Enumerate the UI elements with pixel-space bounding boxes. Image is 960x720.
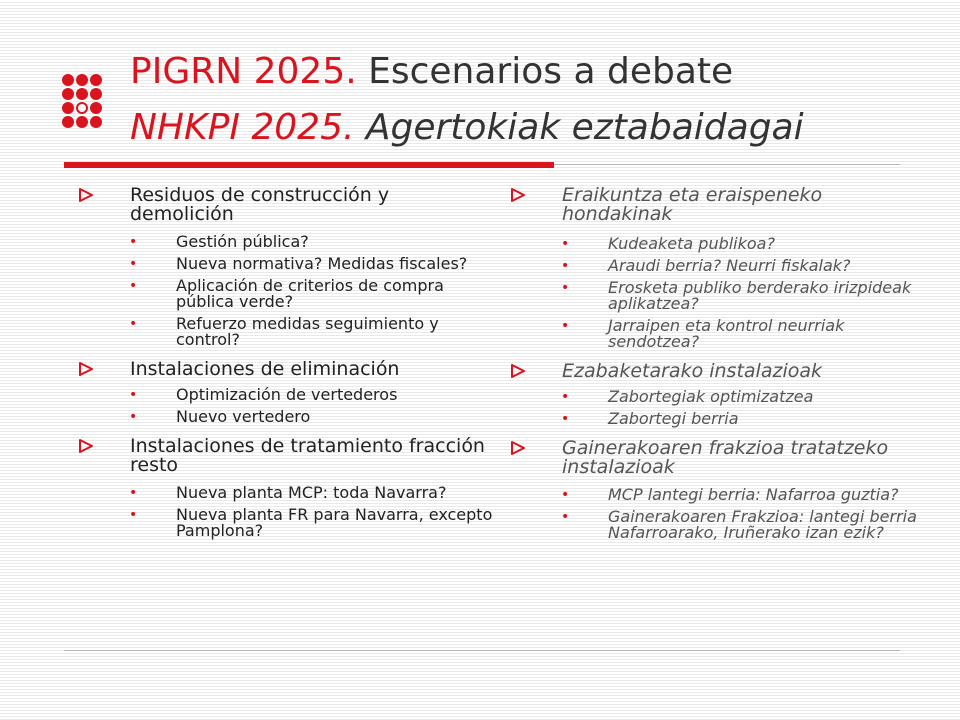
section-heading-text: Instalaciones de tratamiento fracción resto bbox=[130, 435, 485, 476]
bullet-list bbox=[78, 234, 498, 348]
dot-bullet: • bbox=[561, 411, 570, 427]
list-item-text: Optimización de vertederos bbox=[176, 385, 398, 404]
dot-bullet: • bbox=[129, 234, 138, 250]
list-item bbox=[78, 387, 498, 403]
section-heading bbox=[78, 437, 498, 475]
dot-bullet: • bbox=[561, 509, 570, 525]
dot-grid-logo-icon bbox=[56, 72, 108, 132]
bullet-list bbox=[78, 485, 498, 539]
arrow-bullet-icon bbox=[510, 440, 526, 456]
bottom-divider bbox=[64, 650, 900, 651]
list-item bbox=[510, 509, 920, 541]
bullet-list bbox=[78, 387, 498, 425]
list-item-text: MCP lantegi berria: Nafarroa guztia? bbox=[608, 485, 899, 504]
dot-bullet: • bbox=[561, 487, 570, 503]
bullet-list bbox=[510, 389, 920, 427]
list-item-text: Nueva planta MCP: toda Navarra? bbox=[176, 483, 447, 502]
dot-bullet: • bbox=[129, 409, 138, 425]
arrow-bullet-icon bbox=[510, 363, 526, 379]
title-basque-text: Agertokiak eztabaidagai bbox=[354, 107, 804, 148]
arrow-bullet-icon bbox=[78, 187, 94, 203]
list-item-text: Gestión pública? bbox=[176, 232, 309, 251]
list-item-text: Zabortegi berria bbox=[608, 409, 739, 428]
list-item-text: Nuevo vertedero bbox=[176, 407, 311, 426]
list-item bbox=[510, 318, 920, 350]
list-item-text: Aplicación de criterios de compra pública verde? bbox=[176, 276, 444, 311]
list-item-text: Nueva normativa? Medidas fiscales? bbox=[176, 254, 468, 273]
arrow-bullet-icon bbox=[510, 187, 526, 203]
list-item bbox=[78, 316, 498, 348]
list-item bbox=[510, 236, 920, 252]
list-item-text: Nueva planta FR para Navarra, excepto Pamplona? bbox=[176, 505, 493, 540]
list-item-text: Kudeaketa publikoa? bbox=[608, 234, 775, 253]
list-item bbox=[510, 258, 920, 274]
list-item bbox=[78, 485, 498, 501]
title-spanish bbox=[130, 50, 733, 94]
dot-bullet: • bbox=[129, 316, 138, 332]
bullet-list bbox=[510, 487, 920, 541]
dot-bullet: • bbox=[129, 278, 138, 294]
title-underline-grey bbox=[554, 164, 900, 165]
title-spanish-text: Escenarios a debate bbox=[356, 51, 734, 92]
dot-bullet: • bbox=[129, 507, 138, 523]
dot-bullet: • bbox=[561, 389, 570, 405]
section-heading bbox=[510, 186, 920, 224]
title-basque bbox=[130, 106, 804, 150]
arrow-bullet-icon bbox=[78, 361, 94, 377]
dot-bullet: • bbox=[561, 258, 570, 274]
arrow-bullet-icon bbox=[78, 438, 94, 454]
dot-bullet: • bbox=[561, 280, 570, 296]
dot-bullet: • bbox=[129, 485, 138, 501]
section-heading bbox=[510, 362, 920, 381]
section-heading-text: Ezabaketarako instalazioak bbox=[562, 360, 822, 382]
title-basque-acronym: NHKPI 2025. bbox=[130, 107, 355, 148]
section-heading-text: Instalaciones de eliminación bbox=[130, 358, 400, 380]
list-item bbox=[78, 234, 498, 250]
spanish-column bbox=[78, 186, 498, 539]
list-item bbox=[78, 278, 498, 310]
list-item bbox=[78, 409, 498, 425]
list-item-text: Refuerzo medidas seguimiento y control? bbox=[176, 314, 439, 349]
list-item bbox=[78, 507, 498, 539]
section-heading-text: Gainerakoaren frakzioa tratatzeko instalazioak bbox=[562, 437, 889, 478]
section-heading bbox=[78, 186, 498, 224]
section-heading-text: Eraikuntza eta eraispeneko hondakinak bbox=[562, 184, 823, 225]
list-item bbox=[510, 487, 920, 503]
title-spanish-acronym: PIGRN 2025. bbox=[130, 51, 357, 92]
section-heading bbox=[78, 360, 498, 379]
list-item bbox=[78, 256, 498, 272]
title-underline-red bbox=[64, 162, 554, 168]
list-item bbox=[510, 411, 920, 427]
list-item bbox=[510, 280, 920, 312]
list-item-text: Zabortegiak optimizatzea bbox=[608, 387, 814, 406]
list-item-text: Gainerakoaren Frakzioa: lantegi berria Nafarroarako, Iruñerako izan ezik? bbox=[608, 507, 917, 542]
dot-bullet: • bbox=[129, 256, 138, 272]
dot-bullet: • bbox=[561, 318, 570, 334]
list-item-text: Araudi berria? Neurri fiskalak? bbox=[608, 256, 851, 275]
dot-bullet: • bbox=[129, 387, 138, 403]
section-heading-text: Residuos de construcción y demolición bbox=[130, 184, 390, 225]
list-item-text: Jarraipen eta kontrol neurriak sendotzea? bbox=[608, 316, 845, 351]
list-item bbox=[510, 389, 920, 405]
section-heading bbox=[510, 439, 920, 477]
dot-bullet: • bbox=[561, 236, 570, 252]
basque-column bbox=[510, 186, 920, 541]
list-item-text: Erosketa publiko berderako irizpideak aplikatzea? bbox=[608, 278, 912, 313]
bullet-list bbox=[510, 236, 920, 350]
